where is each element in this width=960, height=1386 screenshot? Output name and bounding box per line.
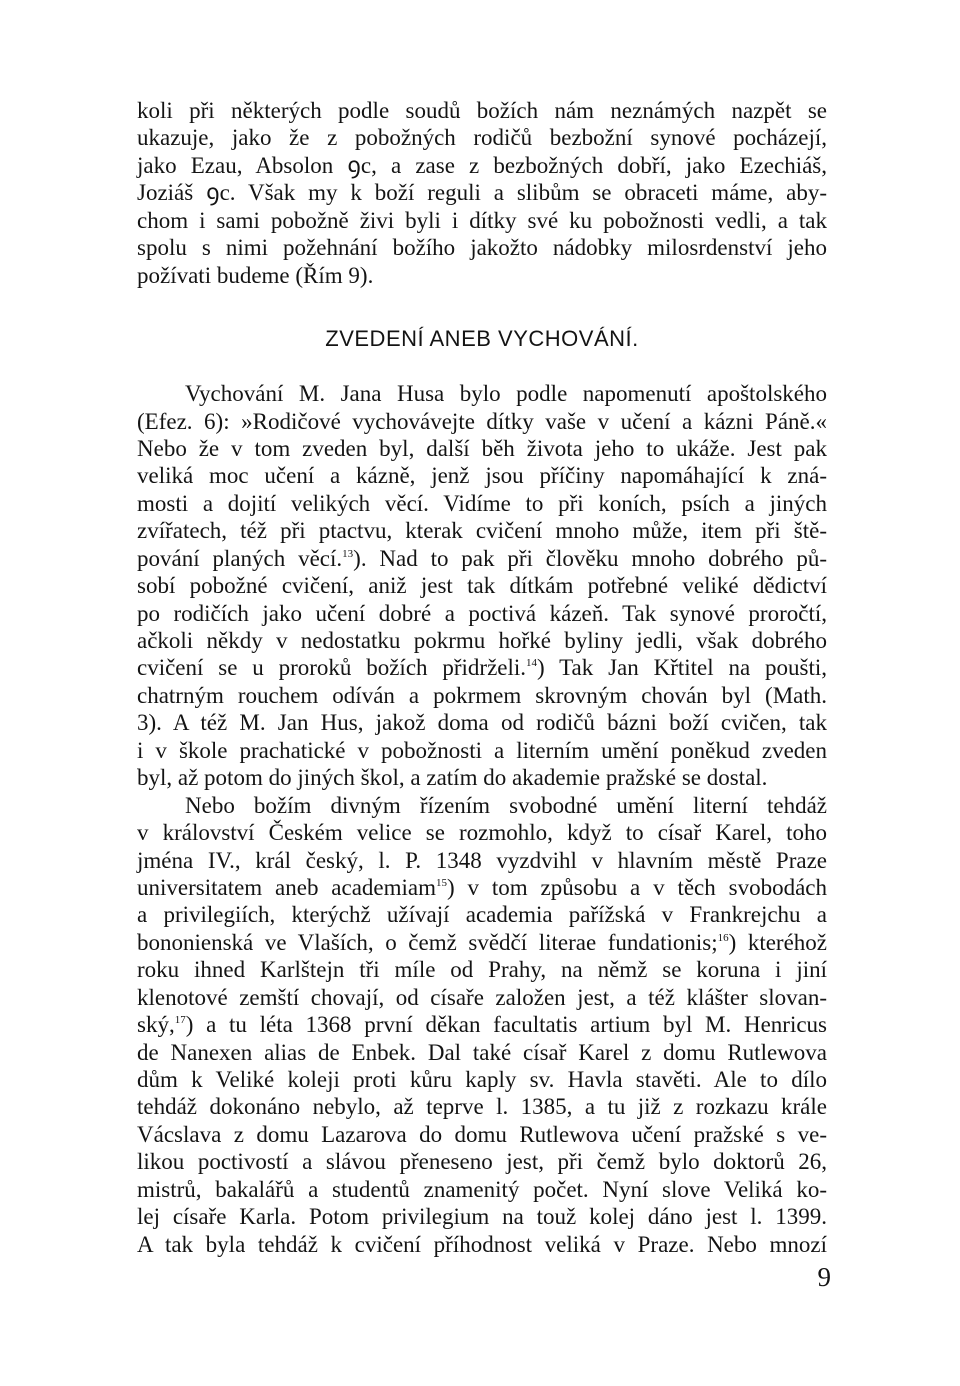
text-line: chatrným rouchem odíván a pokrmem skrovným chován byl (Math. — [137, 682, 827, 708]
text-segment: ) v tom způsobu a v těch svobodách — [447, 874, 827, 900]
text-line: Nebo božím divným řízením svobodné umění literní tehdáž — [185, 792, 827, 818]
text-line: (Efez. 6): »Rodičové vychovávejte dítky vaše v učení a kázni Páně.« — [137, 408, 827, 434]
text-line: veliká moc učení a kázně, jenž jsou příčiny napomáhající k zná- — [137, 463, 827, 489]
text-line: de Nanexen alias de Enbek. Dal také císař Karel z domu Rutlewova — [137, 1039, 827, 1065]
text-line: sobí pobožné cvičení, aniž jest tak dítkám potřebné veliké dědictví — [137, 573, 827, 599]
text-line — [137, 654, 827, 681]
text-segment: universitatem aneb academiam — [137, 874, 437, 900]
text-line: 3). A též M. Jan Hus, jakož doma od rodičů bázni boží cvičen, tak — [137, 710, 827, 736]
text-line: spolu s nimi požehnání božího jakožto nádobky milosrdenství jeho — [137, 235, 827, 261]
text-segment: ) a tu léta 1368 první děkan facultatis artium byl M. Henricus — [185, 1012, 827, 1038]
text-line: a privilegiích, kterýchž užívají academia pařížská v Frankrejchu a — [137, 902, 827, 928]
paragraph — [137, 97, 827, 289]
text-line: ukazuje, jako že z pobožných rodičů bezbožní synové pocházejí, — [137, 125, 827, 151]
text-line: Vácslava z domu Lazarova do domu Rutlewova učení pražské s ve- — [137, 1121, 827, 1147]
text-segment: ) Tak Jan Křtitel na poušti, — [537, 655, 827, 681]
text-line: Nebo že v tom zveden byl, další běh života jeho to ukáže. Jest pak — [137, 435, 827, 461]
text-line — [137, 545, 827, 572]
text-segment: cvičení se u proroků božích přidrželi. — [137, 655, 527, 681]
text-line — [137, 929, 827, 956]
footnote-ref: 15 — [436, 876, 448, 889]
text-line: i v škole prachatické v pobožnosti a literním umění poněkud zveden — [137, 737, 827, 763]
text-line: roku ihned Karlštejn tři míle od Prahy, na němž se koruna i jiní — [137, 957, 827, 983]
text-line: požívati budeme (Řím 9). — [137, 262, 374, 288]
text-line: mistrů, bakalářů a studentů znamenitý počet. Nyní slove Veliká ko- — [137, 1176, 827, 1202]
text-line: jako Ezau, Absolon ꝯc, a zase z bezbožných dobří, jako Ezechiáš, — [137, 152, 827, 178]
text-line: ačkoli někdy v nedostatku pokrmu hořké byliny jedli, však dobrého — [137, 628, 827, 653]
text-segment: pování planých věcí. — [137, 545, 343, 571]
text-line: klenotové zemští chovají, od císaře založen jest, a též klášter slovan- — [137, 984, 827, 1010]
text-line: po rodičích jako učení dobré a poctivá kázeň. Tak synové proročtí, — [137, 600, 827, 626]
text-line: mosti a dojití velikých věcí. Vidíme to při koních, psích a jiných — [137, 490, 827, 516]
text-line: Vychování M. Jana Husa bylo podle napomenutí apoštolského — [185, 381, 827, 407]
footnote-ref: 14 — [526, 657, 538, 670]
paragraph — [137, 792, 827, 1258]
text-segment: bononienská ve Vlaších, o čemž svědčí literae fundationis; — [137, 929, 718, 955]
text-segment: ský, — [137, 1012, 175, 1038]
text-line: koli při některých podle soudů božích nám neznámých nazpět se — [137, 98, 827, 123]
text-line: likou poctivostí a slávou přeneseno jest, při čemž bylo doktorů 26, — [137, 1149, 827, 1175]
text-line: byl, až potom do jiných škol, a zatím do akademie pražské se dostal. — [137, 765, 768, 791]
text-line: jména IV., král český, l. P. 1348 vyzdvihl v hlavním městě Praze — [137, 847, 827, 873]
text-line: zvířatech, též při ptactvu, kterak cvičení mnoho může, item při ště- — [137, 518, 827, 544]
text-line: A tak byla tehdáž k cvičení příhodnost veliká v Praze. Nebo mnozí — [137, 1231, 827, 1257]
text-line — [137, 874, 827, 901]
text-line — [137, 1011, 827, 1038]
body-text — [137, 97, 827, 1258]
footnote-ref: 17 — [174, 1014, 186, 1027]
paragraph — [137, 380, 827, 792]
text-line: chom i sami pobožně živi byli i dítky své ku pobožnosti vedli, a tak — [137, 207, 827, 233]
page-number: 9 — [817, 1262, 831, 1292]
text-segment: ). Nad to pak při člověku mnoho dobrého pů- — [353, 545, 827, 571]
text-line: tehdáž dokonáno nebylo, až teprve l. 1385, a tu již z rozkazu krále — [137, 1094, 827, 1120]
text-line: v království Českém velice se rozmohlo, když to císař Karel, toho — [137, 820, 827, 846]
chapter-heading: ZVEDENÍ ANEB VYCHOVÁNÍ. — [325, 326, 639, 352]
footnote-ref: 13 — [342, 547, 354, 560]
text-line: Joziáš ꝯc. Však my k boží reguli a slibům se obraceti máme, aby- — [137, 180, 827, 206]
text-line: lej císaře Karla. Potom privilegium na touž kolej dáno jest l. 1399. — [137, 1204, 827, 1230]
footnote-ref: 16 — [717, 931, 729, 944]
text-segment: ) kteréhož — [728, 929, 827, 955]
text-line: dům k Veliké koleji proti kůru kaply sv. Havla stavěti. Ale to dílo — [137, 1067, 827, 1092]
